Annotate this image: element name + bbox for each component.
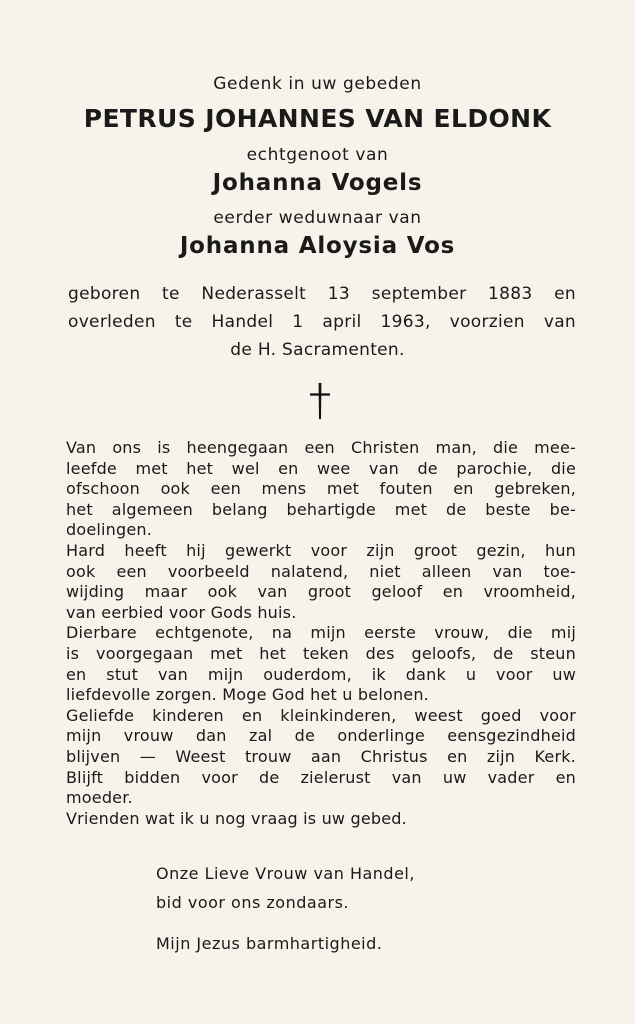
memorial-text-line: blijven — Weest trouw aan Christus en zijn Kerk. xyxy=(66,746,576,766)
spouse-label: echtgenoot van xyxy=(246,145,389,165)
memorial-text-line: doelingen. xyxy=(66,520,153,540)
memorial-text-line: leefde met het wel en wee van de parochie, die xyxy=(66,458,576,478)
memorial-text-line: wijding maar ook van groot geloof en vroomheid, xyxy=(66,582,576,602)
memorial-text-line: Vrienden wat ik u nog vraag is uw gebed. xyxy=(66,808,407,828)
memorial-text-line: moeder. xyxy=(66,788,133,808)
memorial-text-line: Geliefde kinderen en kleinkinderen, weest goed voor xyxy=(66,705,576,725)
previous-spouse-name: Johanna Aloysia Vos xyxy=(179,233,456,259)
memorial-text xyxy=(66,438,576,829)
deceased-name: PETRUS JOHANNES VAN ELDONK xyxy=(83,104,552,133)
spouse-name: Johanna Vogels xyxy=(212,170,423,196)
closing-line: Onze Lieve Vrouw van Handel, xyxy=(156,864,415,883)
birth-line: geboren te Nederasselt 13 september 1883 en xyxy=(68,284,576,304)
cross-icon xyxy=(302,381,338,421)
memorial-text-line: ofschoon ook een mens met fouten en gebreken, xyxy=(66,479,576,499)
memorial-text-line: Van ons is heengegaan een Christen man, die mee- xyxy=(66,438,576,457)
memorial-text-line: en stut van mijn ouderdom, ik dank u voor uw xyxy=(66,664,576,684)
intro-text: Gedenk in uw gebeden xyxy=(213,74,422,94)
closing-line: Mijn Jezus barmhartigheid. xyxy=(156,934,383,953)
death-line: overleden te Handel 1 april 1963, voorzien van xyxy=(68,312,576,332)
memorial-text-line: ook een voorbeeld nalatend, niet alleen van toe- xyxy=(66,561,576,581)
previous-spouse-label: eerder weduwnaar van xyxy=(213,208,422,228)
memorial-text-line: mijn vrouw dan zal de onderlinge eensgezindheid xyxy=(66,726,576,746)
memorial-text-line: het algemeen belang behartigde met de beste be- xyxy=(66,499,576,519)
closing-line: bid voor ons zondaars. xyxy=(156,893,349,912)
memorial-text-line: Dierbare echtgenote, na mijn eerste vrouw, die mij xyxy=(66,623,576,643)
memorial-text-line: Blijft bidden voor de zielerust van uw vader en xyxy=(66,767,576,787)
memorial-text-line: Hard heeft hij gewerkt voor zijn groot gezin, hun xyxy=(66,540,576,560)
sacraments-line: de H. Sacramenten. xyxy=(230,340,405,360)
memorial-text-line: is voorgegaan met het teken des geloofs, de steun xyxy=(66,643,576,663)
memorial-text-line: liefdevolle zorgen. Moge God het u belonen. xyxy=(66,685,429,705)
memorial-text-line: van eerbied voor Gods huis. xyxy=(66,602,297,622)
